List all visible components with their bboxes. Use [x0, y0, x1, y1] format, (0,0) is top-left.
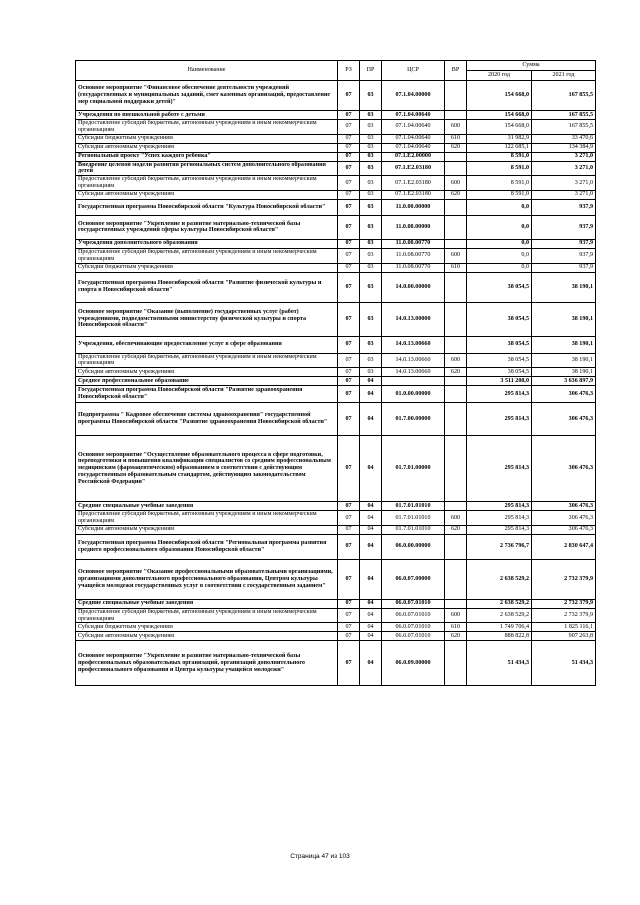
cell-rz: 07 — [338, 120, 360, 135]
cell-y2021: 3 271,0 — [532, 152, 596, 161]
cell-name: Учреждения по внешкольной работе с детьми — [76, 111, 338, 120]
cell-csr: 07.1.04.00000 — [382, 81, 445, 111]
cell-y2021: 306 476,3 — [532, 386, 596, 403]
cell-pr: 04 — [360, 641, 382, 686]
header-year-2020: 2020 год — [467, 71, 532, 81]
cell-y2020: 295 814,3 — [467, 511, 532, 526]
cell-y2020: 2 638 529,2 — [467, 599, 532, 608]
cell-vr — [445, 641, 467, 686]
table-row — [76, 152, 596, 161]
cell-vr — [445, 386, 467, 403]
cell-pr: 04 — [360, 403, 382, 436]
cell-pr: 03 — [360, 111, 382, 120]
budget-table — [75, 60, 596, 686]
cell-vr: 600 — [445, 608, 467, 623]
cell-name: Учреждения, обеспечивающие предоставление услуг в сфере образования — [76, 336, 338, 353]
table-row — [76, 111, 596, 120]
cell-name: Основное мероприятие "Оказание профессиональными образовательными организациями, организациями дополнительного профессионального образования, Центром культуры учащейся молодежи государственных услуг в соответствии с государственным заданием" — [76, 559, 338, 599]
cell-y2020: 8 591,0 — [467, 161, 532, 176]
cell-csr: 14.0.13.00000 — [382, 302, 445, 336]
cell-pr: 04 — [360, 386, 382, 403]
cell-vr: 610 — [445, 263, 467, 272]
cell-vr: 600 — [445, 248, 467, 263]
cell-name: Средние специальные учебные заведения — [76, 599, 338, 608]
cell-y2021: 2 732 379,9 — [532, 559, 596, 599]
cell-name: Субсидии автономным учреждениям — [76, 190, 338, 199]
cell-y2020: 3 511 208,0 — [467, 377, 532, 386]
cell-y2020: 295 814,3 — [467, 386, 532, 403]
table-row — [76, 215, 596, 239]
cell-y2021: 3 271,0 — [532, 190, 596, 199]
table-row — [76, 436, 596, 502]
cell-csr: 01.7.01.00000 — [382, 436, 445, 502]
cell-y2021: 306 476,3 — [532, 511, 596, 526]
table-row — [76, 248, 596, 263]
cell-name: Субсидии автономным учреждениям — [76, 143, 338, 152]
cell-y2020: 38 054,5 — [467, 368, 532, 377]
cell-y2021: 3 636 897,9 — [532, 377, 596, 386]
cell-vr — [445, 502, 467, 511]
header-pr: ПР — [360, 61, 382, 81]
cell-rz: 07 — [338, 377, 360, 386]
cell-y2021: 134 384,9 — [532, 143, 596, 152]
cell-y2021: 306 476,3 — [532, 502, 596, 511]
cell-name: Предоставление субсидий бюджетным, автономным учреждениям и иным некоммерческим организациям — [76, 353, 338, 368]
cell-pr: 03 — [360, 134, 382, 143]
cell-name: Основное мероприятие "Укрепление и развитие материально-технической базы профессиональных образовательных организаций, организаций дополнительного профессионального образования и Центра культуры учащейся молодежи" — [76, 641, 338, 686]
cell-rz: 07 — [338, 386, 360, 403]
table-row — [76, 534, 596, 559]
cell-rz: 07 — [338, 336, 360, 353]
cell-y2020: 38 054,5 — [467, 272, 532, 302]
cell-vr: 600 — [445, 353, 467, 368]
cell-y2021: 167 855,5 — [532, 120, 596, 135]
cell-y2020: 0,0 — [467, 239, 532, 248]
cell-pr: 03 — [360, 190, 382, 199]
cell-y2021: 38 190,1 — [532, 336, 596, 353]
cell-y2021: 306 476,3 — [532, 436, 596, 502]
cell-csr: 14.0.13.00660 — [382, 368, 445, 377]
table-row — [76, 353, 596, 368]
cell-y2021: 38 190,1 — [532, 353, 596, 368]
cell-y2021: 167 855,5 — [532, 81, 596, 111]
cell-name: Субсидии автономным учреждениям — [76, 632, 338, 641]
cell-rz: 07 — [338, 623, 360, 632]
cell-csr: 07.1.E2.03180 — [382, 161, 445, 176]
header-vr: ВР — [445, 61, 467, 81]
cell-rz: 07 — [338, 608, 360, 623]
cell-y2021: 937,9 — [532, 263, 596, 272]
cell-pr: 03 — [360, 336, 382, 353]
cell-pr: 04 — [360, 436, 382, 502]
cell-y2021: 3 271,0 — [532, 161, 596, 176]
table-row — [76, 199, 596, 215]
cell-pr: 04 — [360, 623, 382, 632]
cell-name: Предоставление субсидий бюджетным, автономным учреждениям и иным некоммерческим организациям — [76, 248, 338, 263]
cell-pr: 04 — [360, 502, 382, 511]
cell-name: Предоставление субсидий бюджетным, автономным учреждениям и иным некоммерческим организациям — [76, 511, 338, 526]
cell-y2021: 937,9 — [532, 248, 596, 263]
cell-name: Предоставление субсидий бюджетным, автономным учреждениям и иным некоммерческим организациям — [76, 120, 338, 135]
table-row — [76, 190, 596, 199]
table-row — [76, 641, 596, 686]
cell-csr: 11.0.08.00000 — [382, 215, 445, 239]
cell-vr — [445, 272, 467, 302]
cell-rz: 07 — [338, 511, 360, 526]
cell-rz: 07 — [338, 632, 360, 641]
cell-y2020: 8 591,0 — [467, 176, 532, 191]
table-row — [76, 120, 596, 135]
cell-y2020: 38 054,5 — [467, 336, 532, 353]
cell-name: Предоставление субсидий бюджетным, автономным учреждениям и иным некоммерческим организациям — [76, 608, 338, 623]
cell-vr: 620 — [445, 190, 467, 199]
header-name: Наименование — [76, 61, 338, 81]
table-row — [76, 623, 596, 632]
cell-y2020: 2 638 529,2 — [467, 559, 532, 599]
cell-vr: 620 — [445, 143, 467, 152]
cell-rz: 07 — [338, 302, 360, 336]
table-row — [76, 239, 596, 248]
cell-vr — [445, 161, 467, 176]
cell-vr — [445, 152, 467, 161]
cell-y2020: 2 736 796,7 — [467, 534, 532, 559]
cell-y2021: 167 855,5 — [532, 111, 596, 120]
table-row — [76, 302, 596, 336]
cell-csr: 01.7.00.00000 — [382, 403, 445, 436]
table-row — [76, 336, 596, 353]
table-row — [76, 143, 596, 152]
cell-rz: 07 — [338, 239, 360, 248]
cell-y2021: 38 190,1 — [532, 302, 596, 336]
cell-csr: 14.0.13.00660 — [382, 353, 445, 368]
cell-name: Государственная программа Новосибирской области "Развитие физической культуры и спорта в Новосибирской области" — [76, 272, 338, 302]
cell-name: Подпрограмма " Кадровое обеспечение системы здравоохранения" государственной программы Новосибирской области "Развитие здравоохранения Новосибирской области" — [76, 403, 338, 436]
table-row — [76, 403, 596, 436]
cell-vr — [445, 215, 467, 239]
cell-pr: 03 — [360, 248, 382, 263]
table-row — [76, 81, 596, 111]
table-row — [76, 377, 596, 386]
cell-csr: 01.7.01.01010 — [382, 525, 445, 534]
header-csr: ЦСР — [382, 61, 445, 81]
cell-vr — [445, 199, 467, 215]
cell-csr: 14.0.00.00000 — [382, 272, 445, 302]
cell-y2021: 1 825 116,1 — [532, 623, 596, 632]
cell-pr: 03 — [360, 263, 382, 272]
cell-pr: 04 — [360, 511, 382, 526]
cell-vr: 600 — [445, 511, 467, 526]
cell-y2020: 0,0 — [467, 263, 532, 272]
cell-rz: 07 — [338, 559, 360, 599]
cell-pr: 04 — [360, 559, 382, 599]
cell-y2020: 154 668,0 — [467, 120, 532, 135]
header-sum: Сумма — [467, 61, 596, 71]
cell-name: Субсидии бюджетным учреждениям — [76, 134, 338, 143]
table-row — [76, 608, 596, 623]
cell-rz: 07 — [338, 111, 360, 120]
cell-y2020: 2 638 529,2 — [467, 608, 532, 623]
cell-y2020: 295 814,3 — [467, 525, 532, 534]
cell-name: Государственная программа Новосибирской области "Региональная программа развития среднего профессионального образования Новосибирской области" — [76, 534, 338, 559]
cell-vr — [445, 559, 467, 599]
cell-y2021: 51 434,3 — [532, 641, 596, 686]
cell-csr: 07.1.E2.03180 — [382, 190, 445, 199]
cell-pr: 04 — [360, 525, 382, 534]
cell-vr — [445, 534, 467, 559]
cell-vr — [445, 377, 467, 386]
cell-rz: 07 — [338, 134, 360, 143]
cell-pr: 04 — [360, 632, 382, 641]
cell-vr — [445, 436, 467, 502]
cell-y2020: 0,0 — [467, 199, 532, 215]
cell-csr: 14.0.13.00660 — [382, 336, 445, 353]
cell-name: Государственная программа Новосибирской области "Развитие здравоохранения Новосибирской области" — [76, 386, 338, 403]
cell-y2021: 2 732 379,9 — [532, 608, 596, 623]
cell-name: Предоставление субсидий бюджетным, автономным учреждениям и иным некоммерческим организациям — [76, 176, 338, 191]
cell-csr: 06.0.00.00000 — [382, 534, 445, 559]
page-number: Страница 47 из 103 — [290, 853, 350, 860]
cell-y2020: 0,0 — [467, 215, 532, 239]
cell-pr: 04 — [360, 377, 382, 386]
cell-rz: 07 — [338, 353, 360, 368]
cell-csr: 11.0.00.00000 — [382, 199, 445, 215]
cell-rz: 07 — [338, 534, 360, 559]
cell-y2021: 907 263,8 — [532, 632, 596, 641]
cell-name: Субсидии автономным учреждениям — [76, 368, 338, 377]
cell-name: Субсидии бюджетным учреждениям — [76, 623, 338, 632]
cell-csr: 06.0.07.01010 — [382, 623, 445, 632]
cell-pr: 03 — [360, 161, 382, 176]
cell-y2020: 295 814,3 — [467, 436, 532, 502]
cell-vr — [445, 111, 467, 120]
cell-y2021: 38 190,1 — [532, 272, 596, 302]
cell-pr: 03 — [360, 143, 382, 152]
cell-vr — [445, 302, 467, 336]
header-rz: РЗ — [338, 61, 360, 81]
cell-vr — [445, 81, 467, 111]
cell-rz: 07 — [338, 641, 360, 686]
cell-pr: 03 — [360, 199, 382, 215]
cell-name: Основное мероприятие "Укрепление и развитие материально-технической базы государственных учреждений сферы культуры Новосибирской области" — [76, 215, 338, 239]
cell-y2020: 38 054,5 — [467, 353, 532, 368]
cell-y2021: 306 476,3 — [532, 403, 596, 436]
cell-y2021: 937,9 — [532, 239, 596, 248]
table-row — [76, 263, 596, 272]
cell-y2021: 937,9 — [532, 199, 596, 215]
cell-csr: 11.0.08.00770 — [382, 248, 445, 263]
table-row — [76, 161, 596, 176]
cell-y2020: 8 591,0 — [467, 152, 532, 161]
cell-pr: 03 — [360, 272, 382, 302]
cell-vr: 620 — [445, 525, 467, 534]
cell-csr: 07.1.04.00640 — [382, 120, 445, 135]
cell-csr: 06.0.07.01010 — [382, 599, 445, 608]
cell-pr: 03 — [360, 81, 382, 111]
cell-csr: 01.7.01.01010 — [382, 502, 445, 511]
cell-name: Основное мероприятие "Оказание (выполнение) государственных услуг (работ) учреждениями, подведомственными министерству физической культуры и спорта Новосибирской области" — [76, 302, 338, 336]
cell-rz: 07 — [338, 436, 360, 502]
cell-rz: 07 — [338, 272, 360, 302]
cell-name: Среднее профессиональное образование — [76, 377, 338, 386]
cell-y2021: 306 476,3 — [532, 525, 596, 534]
cell-csr: 01.0.00.00000 — [382, 386, 445, 403]
cell-y2020: 0,0 — [467, 248, 532, 263]
cell-vr — [445, 599, 467, 608]
cell-pr: 03 — [360, 215, 382, 239]
cell-vr: 620 — [445, 632, 467, 641]
table-row — [76, 632, 596, 641]
table-row — [76, 386, 596, 403]
cell-rz: 07 — [338, 161, 360, 176]
cell-name: Внедрение целевой модели развития региональных систем дополнительного образования детей — [76, 161, 338, 176]
cell-y2020: 154 668,0 — [467, 111, 532, 120]
cell-rz: 07 — [338, 81, 360, 111]
cell-y2021: 937,9 — [532, 215, 596, 239]
cell-csr: 07.1.04.00640 — [382, 134, 445, 143]
cell-pr: 03 — [360, 368, 382, 377]
cell-pr: 03 — [360, 353, 382, 368]
cell-y2020: 154 668,0 — [467, 81, 532, 111]
cell-rz: 07 — [338, 143, 360, 152]
cell-y2020: 31 982,9 — [467, 134, 532, 143]
cell-vr: 600 — [445, 176, 467, 191]
cell-y2020: 122 685,1 — [467, 143, 532, 152]
cell-vr — [445, 239, 467, 248]
cell-pr: 04 — [360, 599, 382, 608]
cell-rz: 07 — [338, 403, 360, 436]
cell-csr: 06.0.09.00000 — [382, 641, 445, 686]
cell-csr: 07.1.E2.03180 — [382, 176, 445, 191]
cell-csr: 06.0.07.00000 — [382, 559, 445, 599]
cell-csr — [382, 377, 445, 386]
table-row — [76, 368, 596, 377]
cell-name: Учреждения дополнительного образования — [76, 239, 338, 248]
table-row — [76, 599, 596, 608]
cell-rz: 07 — [338, 368, 360, 377]
cell-csr: 07.1.04.00640 — [382, 143, 445, 152]
cell-pr: 03 — [360, 302, 382, 336]
table-row — [76, 511, 596, 526]
header-year-2021: 2021 год — [532, 71, 596, 81]
cell-csr: 07.1.E2.00000 — [382, 152, 445, 161]
cell-rz: 07 — [338, 199, 360, 215]
cell-y2020: 295 814,3 — [467, 502, 532, 511]
cell-name: Субсидии автономным учреждениям — [76, 525, 338, 534]
cell-pr: 03 — [360, 239, 382, 248]
table-row — [76, 134, 596, 143]
cell-y2021: 2 830 647,4 — [532, 534, 596, 559]
cell-vr: 600 — [445, 120, 467, 135]
cell-vr: 610 — [445, 623, 467, 632]
cell-rz: 07 — [338, 502, 360, 511]
cell-y2020: 295 814,3 — [467, 403, 532, 436]
cell-vr — [445, 403, 467, 436]
cell-y2021: 3 271,0 — [532, 176, 596, 191]
table-row — [76, 525, 596, 534]
cell-vr — [445, 336, 467, 353]
cell-y2021: 38 190,1 — [532, 368, 596, 377]
cell-name: Региональный проект "Успех каждого ребенка" — [76, 152, 338, 161]
cell-y2020: 888 822,8 — [467, 632, 532, 641]
cell-csr: 11.0.08.00770 — [382, 239, 445, 248]
cell-rz: 07 — [338, 152, 360, 161]
cell-rz: 07 — [338, 263, 360, 272]
cell-rz: 07 — [338, 190, 360, 199]
cell-name: Основное мероприятие "Осуществление образовательного процесса в сфере подготовки, переподготовки и повышения квалификации специалистов со средним профессиональным медицинским (фармацевтическим) образованием в соответствии с действующим государственным образовательным стандартом, действующим законодательством Российской Федерации" — [76, 436, 338, 502]
cell-name: Государственная программа Новосибирской области "Культура Новосибирской области" — [76, 199, 338, 215]
cell-rz: 07 — [338, 176, 360, 191]
cell-y2020: 51 434,3 — [467, 641, 532, 686]
cell-rz: 07 — [338, 248, 360, 263]
cell-y2020: 8 591,0 — [467, 190, 532, 199]
table-row — [76, 502, 596, 511]
table-row — [76, 176, 596, 191]
cell-pr: 04 — [360, 608, 382, 623]
cell-y2020: 38 054,5 — [467, 302, 532, 336]
cell-pr: 03 — [360, 152, 382, 161]
cell-pr: 04 — [360, 534, 382, 559]
cell-rz: 07 — [338, 525, 360, 534]
cell-csr: 06.0.07.01010 — [382, 608, 445, 623]
cell-rz: 07 — [338, 599, 360, 608]
cell-y2021: 33 470,6 — [532, 134, 596, 143]
table-row — [76, 559, 596, 599]
cell-csr: 07.1.04.00640 — [382, 111, 445, 120]
cell-pr: 03 — [360, 120, 382, 135]
table-row — [76, 272, 596, 302]
cell-vr: 620 — [445, 368, 467, 377]
cell-y2021: 2 732 379,9 — [532, 599, 596, 608]
cell-name: Основное мероприятие "Финансовое обеспечение деятельности учреждений (государственных и муниципальных заданий, смет казенных организаций, предоставление мер социальной поддержки детей)" — [76, 81, 338, 111]
cell-csr: 11.0.08.00770 — [382, 263, 445, 272]
cell-csr: 01.7.01.01010 — [382, 511, 445, 526]
cell-vr: 610 — [445, 134, 467, 143]
cell-name: Субсидии бюджетным учреждениям — [76, 263, 338, 272]
cell-pr: 03 — [360, 176, 382, 191]
cell-rz: 07 — [338, 215, 360, 239]
cell-csr: 06.0.07.01010 — [382, 632, 445, 641]
cell-y2020: 1 749 706,4 — [467, 623, 532, 632]
cell-name: Средние специальные учебные заведения — [76, 502, 338, 511]
